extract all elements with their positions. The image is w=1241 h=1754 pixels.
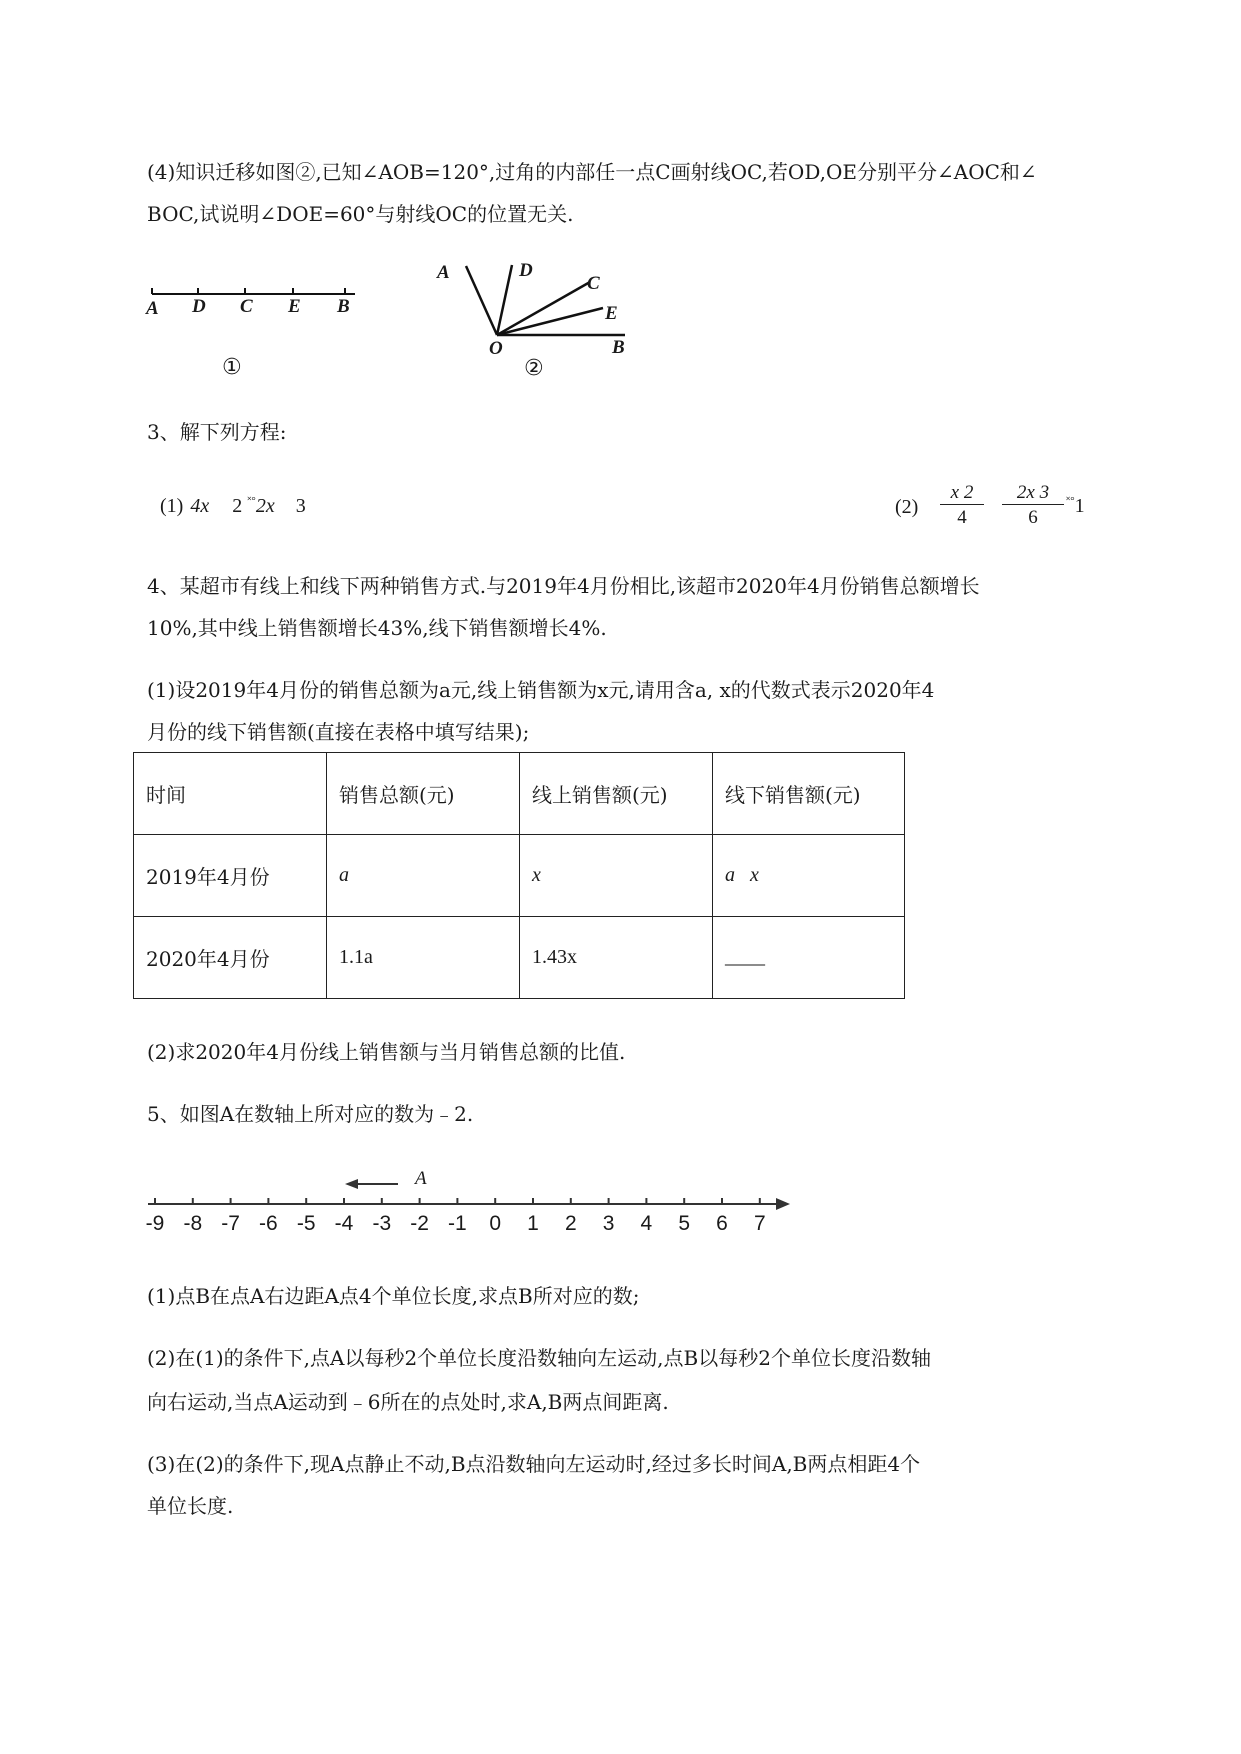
table-row xyxy=(134,835,905,917)
q4-line1: 4、某超市有线上和线下两种销售方式.与2019年4月份相比,该超市2020年4月份销售总额增长 xyxy=(147,574,980,598)
q3-eq1-term-d: 3 xyxy=(295,495,306,517)
q4-line2: 10%,其中线上销售额增长43%,线下销售额增长4%. xyxy=(147,616,607,640)
q3-eq1 xyxy=(160,495,306,518)
angle-label-e: E xyxy=(605,303,618,324)
table-header-cell: 线上销售额(元) xyxy=(520,753,713,835)
angle-label-o: O xyxy=(489,338,503,359)
table-header-cell: 时间 xyxy=(134,753,327,835)
q3-eq1-term-b: 2 xyxy=(232,495,243,517)
table-header-cell: 线下销售额(元) xyxy=(713,753,905,835)
sales-table xyxy=(133,752,905,999)
figure1-caption: ① xyxy=(222,355,242,380)
angle-label-c: C xyxy=(587,273,600,294)
table-header-cell: 销售总额(元) xyxy=(327,753,520,835)
q3-eq2-rhs-value: 1 xyxy=(1074,495,1085,517)
number-line-tick-label: -2 xyxy=(410,1212,429,1235)
number-line-tick-label: 2 xyxy=(564,1212,577,1235)
angle-label-a: A xyxy=(437,262,450,283)
q3-eq1-term-c: 2x xyxy=(255,495,275,517)
table-cell: 1.1a xyxy=(327,917,520,999)
number-line-tick-label: 1 xyxy=(527,1212,539,1235)
q5-sub2-line2: 向右运动,当点A运动到﹣6所在的点处时,求A,B两点间距离. xyxy=(147,1390,669,1414)
table-cell: 2019年4月份 xyxy=(134,835,327,917)
angle-label-d: D xyxy=(519,260,533,281)
figure-segment xyxy=(140,280,370,380)
seg-point-e: E xyxy=(288,296,301,317)
q3-eq2-frac1-den: 4 xyxy=(957,507,967,528)
table-cell: a x xyxy=(713,835,905,917)
number-line-tick-label: 3 xyxy=(602,1212,615,1235)
number-line-tick-label: 7 xyxy=(753,1212,766,1235)
number-line-tick-label: -3 xyxy=(372,1212,392,1235)
seg-point-b: B xyxy=(337,296,350,317)
number-line-tick-label: -9 xyxy=(145,1212,165,1235)
seg-point-a: A xyxy=(146,298,159,319)
figure2-caption: ② xyxy=(524,356,544,381)
table-cell: x xyxy=(520,835,713,917)
seg-point-d: D xyxy=(192,296,206,317)
q3-eq2-frac2-den: 6 xyxy=(1028,507,1038,528)
q3-eq2-number: (2) xyxy=(895,496,919,518)
q5-sub3-line1: (3)在(2)的条件下,现A点静止不动,B点沿数轴向左运动时,经过多长时间A,B两点相距4个 xyxy=(147,1452,921,1476)
q4-sub1-line1: (1)设2019年4月份的销售总额为a元,线上销售额为x元,请用含a, x的代数式表示2020年4 xyxy=(147,678,935,702)
q5-sub1: (1)点B在点A右边距A点4个单位长度,求点B所对应的数; xyxy=(147,1284,640,1308)
angle-label-b: B xyxy=(612,337,625,358)
table-cell-blank: ____ xyxy=(713,917,905,999)
table-cell: a xyxy=(327,835,520,917)
number-line-tick-label: 0 xyxy=(489,1212,502,1235)
table-header-row xyxy=(134,753,905,835)
number-line-tick-label: 6 xyxy=(716,1212,728,1235)
part4-line1: (4)知识迁移如图②,已知∠AOB=120°,过角的内部任一点C画射线OC,若OD,OE分别平分∠AOC和∠ xyxy=(147,160,1037,184)
table-cell: 2020年4月份 xyxy=(134,917,327,999)
q3-eq2-frac2-num: 2x 3 xyxy=(1002,482,1064,505)
number-line-tick-label: 5 xyxy=(678,1212,691,1235)
q3-eq1-term-a: 4x xyxy=(190,495,210,517)
number-line-tick-label: -1 xyxy=(448,1212,467,1235)
number-line-tick-label: -6 xyxy=(259,1212,278,1235)
number-line-tick-label: 4 xyxy=(640,1212,653,1235)
q3-eq2-frac1 xyxy=(940,482,984,531)
q3-eq2-frac1-num: x 2 xyxy=(940,482,984,505)
q3-eq1-equals-mark: ˟° xyxy=(247,495,256,507)
q5-title: 5、如图A在数轴上所对应的数为﹣2. xyxy=(147,1102,474,1126)
number-line-tick-label: -8 xyxy=(183,1212,203,1235)
table-cell: 1.43x xyxy=(520,917,713,999)
q3-eq2-rhs xyxy=(1066,495,1085,518)
number-line-tick-label: -7 xyxy=(221,1212,240,1235)
q3-eq1-number: (1) xyxy=(160,495,184,517)
part4-line2: BOC,试说明∠DOE=60°与射线OC的位置无关. xyxy=(147,202,574,226)
number-line-tick-label: -5 xyxy=(296,1212,316,1235)
number-line-point-a: A xyxy=(415,1168,427,1189)
q4-sub1-line2: 月份的线下销售额(直接在表格中填写结果); xyxy=(147,720,530,744)
q3-title: 3、解下列方程: xyxy=(147,420,287,444)
table-row xyxy=(134,917,905,999)
q4-sub2: (2)求2020年4月份线上销售额与当月销售总额的比值. xyxy=(147,1040,626,1064)
number-line-tick-label: -4 xyxy=(334,1212,354,1235)
seg-point-c: C xyxy=(240,296,253,317)
q3-eq2-equals-mark: ˟° xyxy=(1066,495,1075,507)
q5-sub2-line1: (2)在(1)的条件下,点A以每秒2个单位长度沿数轴向左运动,点B以每秒2个单位长度沿数轴 xyxy=(147,1346,931,1370)
q5-sub3-line2: 单位长度. xyxy=(147,1494,234,1518)
q3-eq2-frac2 xyxy=(1002,482,1064,531)
